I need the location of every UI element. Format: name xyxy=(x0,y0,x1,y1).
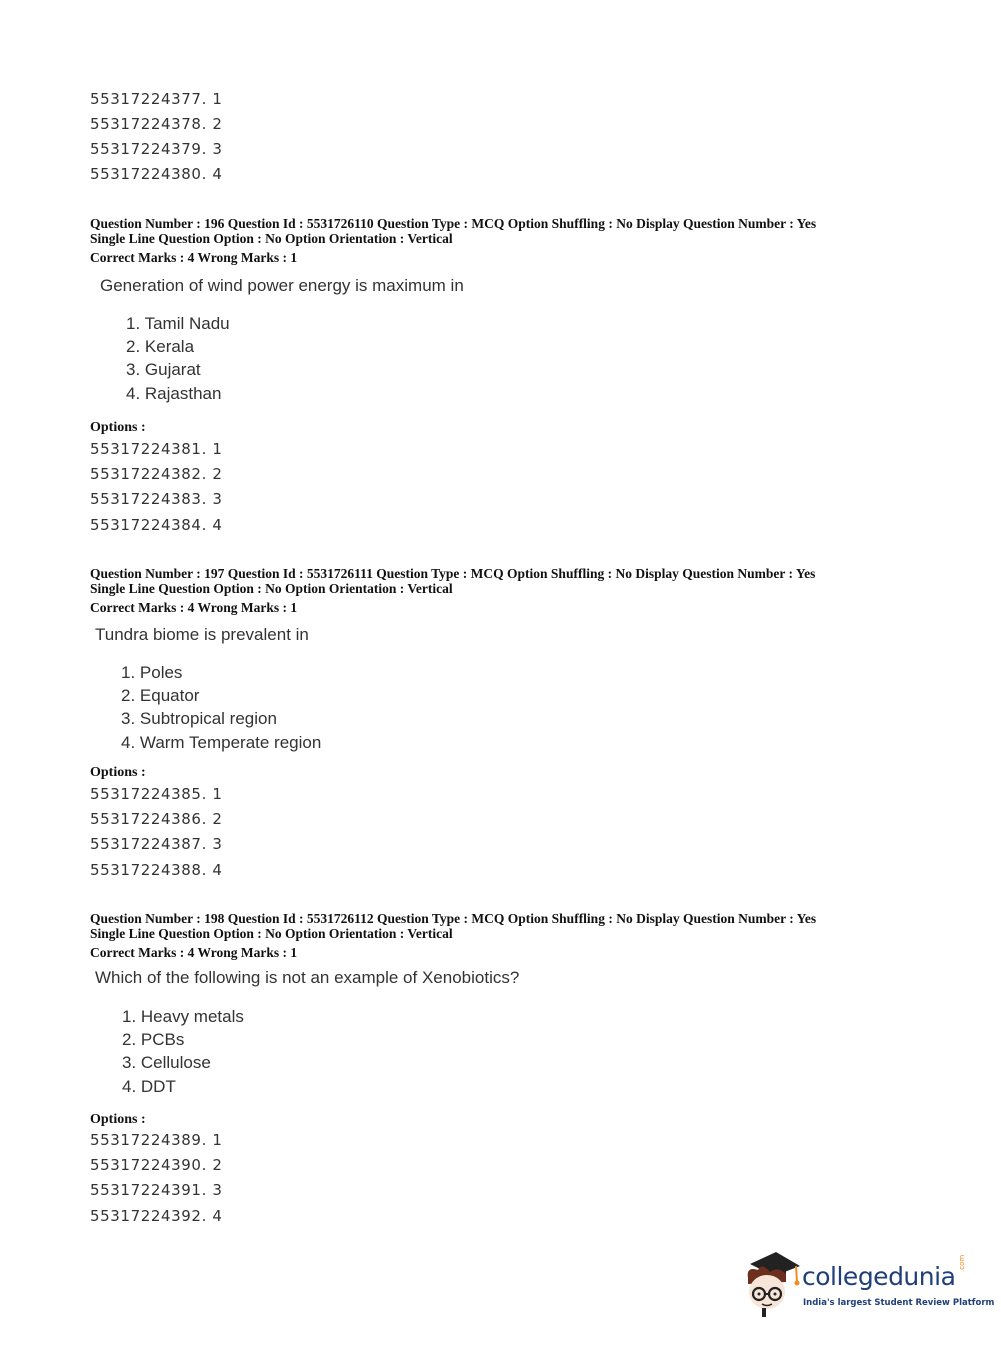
answer-choice: 4. Warm Temperate region xyxy=(121,733,322,752)
option-id-line: 55317224380. 4 xyxy=(90,165,223,183)
logo-tagline: India's largest Student Review Platform xyxy=(803,1298,995,1308)
option-id-line: 55317224387. 3 xyxy=(90,835,223,853)
option-id-line: 55317224378. 2 xyxy=(90,115,223,133)
question-meta-line1: Question Number : 196 Question Id : 5531726110 Question Type : MCQ Option Shuffling : No Display Question Number : Yes xyxy=(90,216,817,231)
question-text: Generation of wind power energy is maximum in xyxy=(100,276,464,295)
option-id-line: 55317224383. 3 xyxy=(90,490,223,508)
option-id-line: 55317224382. 2 xyxy=(90,465,223,483)
answer-choice: 2. Equator xyxy=(121,686,200,705)
mascot-icon xyxy=(742,1248,802,1318)
answer-choice: 4. DDT xyxy=(122,1077,176,1096)
answer-choice: 1. Tamil Nadu xyxy=(126,314,230,333)
answer-choice: 1. Poles xyxy=(121,663,183,682)
options-label: Options : xyxy=(90,420,146,435)
option-id-line: 55317224389. 1 xyxy=(90,1131,223,1149)
question-meta-line2: Single Line Question Option : No Option Orientation : Vertical xyxy=(90,581,453,596)
question-marks: Correct Marks : 4 Wrong Marks : 1 xyxy=(90,600,298,615)
option-id-line: 55317224385. 1 xyxy=(90,785,223,803)
option-id-line: 55317224390. 2 xyxy=(90,1156,223,1174)
option-id-line: 55317224388. 4 xyxy=(90,861,223,879)
question-marks: Correct Marks : 4 Wrong Marks : 1 xyxy=(90,250,298,265)
options-label: Options : xyxy=(90,765,146,780)
question-text: Which of the following is not an example of Xenobiotics? xyxy=(95,968,520,987)
option-id-line: 55317224392. 4 xyxy=(90,1207,223,1225)
option-id-line: 55317224377. 1 xyxy=(90,90,223,108)
answer-choice: 2. Kerala xyxy=(126,337,195,356)
answer-choice: 3. Subtropical region xyxy=(121,709,277,728)
option-id-line: 55317224381. 1 xyxy=(90,440,223,458)
option-id-line: 55317224384. 4 xyxy=(90,516,223,534)
collegedunia-logo xyxy=(742,1248,995,1318)
question-meta-line1: Question Number : 198 Question Id : 5531726112 Question Type : MCQ Option Shuffling : No Display Question Number : Yes xyxy=(90,911,817,926)
question-text: Tundra biome is prevalent in xyxy=(95,625,309,644)
answer-choice: 3. Cellulose xyxy=(122,1053,211,1072)
option-id-line: 55317224379. 3 xyxy=(90,140,223,158)
question-meta-line2: Single Line Question Option : No Option Orientation : Vertical xyxy=(90,926,453,941)
answer-choice: 3. Gujarat xyxy=(126,360,201,379)
options-label: Options : xyxy=(90,1112,146,1127)
question-meta-line1: Question Number : 197 Question Id : 5531726111 Question Type : MCQ Option Shuffling : No Display Question Number : Yes xyxy=(90,566,816,581)
answer-choice: 2. PCBs xyxy=(122,1030,185,1049)
option-id-line: 55317224386. 2 xyxy=(90,810,223,828)
question-marks: Correct Marks : 4 Wrong Marks : 1 xyxy=(90,945,298,960)
logo-suffix: .com xyxy=(958,1254,966,1272)
answer-choice: 4. Rajasthan xyxy=(126,384,222,403)
logo-wordmark: collegedunia xyxy=(802,1262,956,1291)
question-meta-line2: Single Line Question Option : No Option Orientation : Vertical xyxy=(90,231,453,246)
option-id-line: 55317224391. 3 xyxy=(90,1181,223,1199)
answer-choice: 1. Heavy metals xyxy=(122,1007,244,1026)
